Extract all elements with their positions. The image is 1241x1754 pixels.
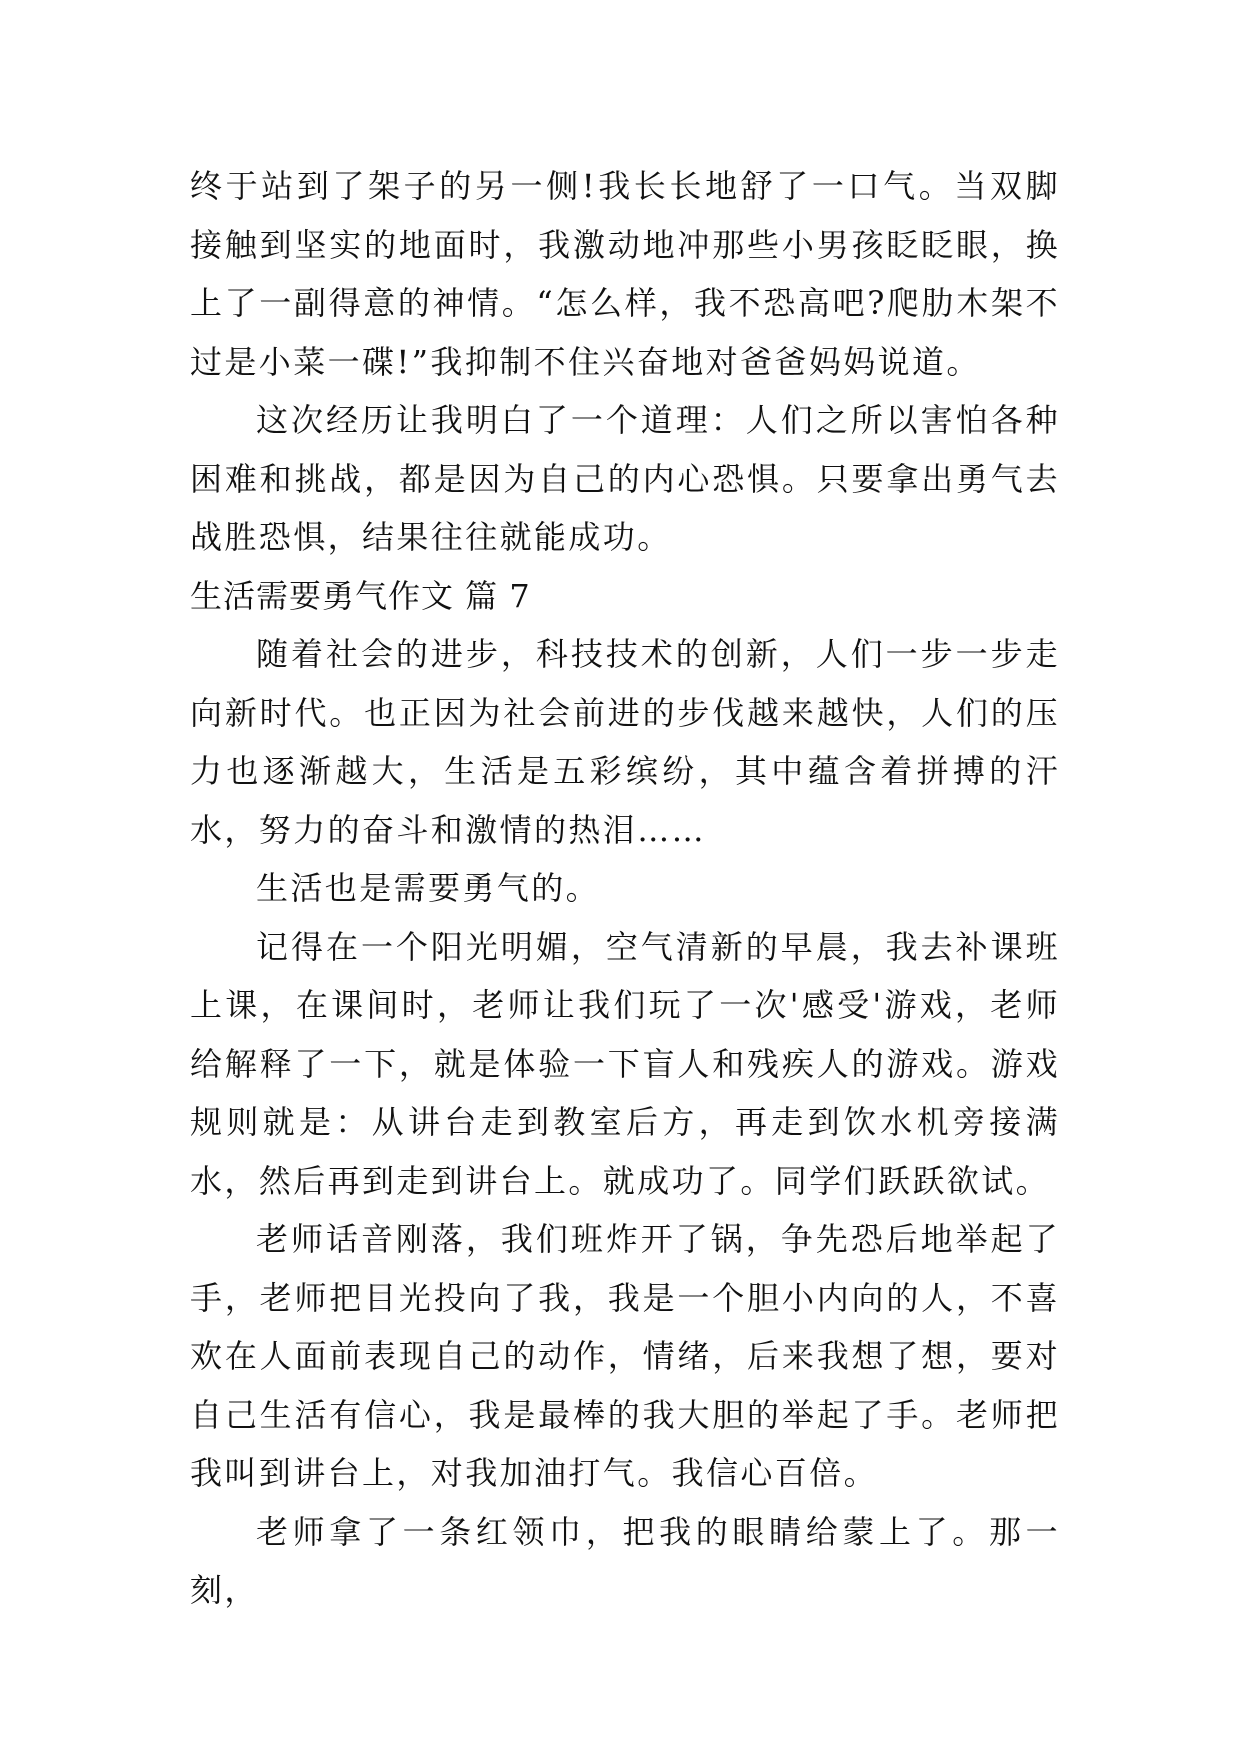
document-body — [190, 157, 1060, 1620]
paragraph: 老师拿了一条红领巾，把我的眼睛给蒙上了。那一刻， — [190, 1512, 1060, 1609]
paragraph: 生活也是需要勇气的。 — [256, 869, 601, 907]
paragraph: 终于站到了架子的另一侧!我长长地舒了一口气。当双脚接触到坚实的地面时，我激动地冲那些小男孩眨眨眼，换上了一副得意的神情。“怎么样，我不恐高吧?爬肋木架不过是小菜一碟!”我抑制不住兴奋地对爸爸妈妈说道。 — [190, 167, 1060, 381]
paragraph: 老师话音刚落，我们班炸开了锅，争先恐后地举起了手，老师把目光投向了我，我是一个胆小内向的人，不喜欢在人面前表现自己的动作，情绪，后来我想了想，要对自己生活有信心，我是最棒的我大胆的举起了手。老师把我叫到讲台上，对我加油打气。我信心百倍。 — [190, 1220, 1060, 1492]
section-heading: 生活需要勇气作文 篇 7 — [190, 576, 531, 615]
paragraph: 这次经历让我明白了一个道理：人们之所以害怕各种困难和挑战，都是因为自己的内心恐惧。只要拿出勇气去战胜恐惧，结果往往就能成功。 — [190, 401, 1060, 556]
paragraph: 随着社会的进步，科技技术的创新，人们一步一步走向新时代。也正因为社会前进的步伐越来越快，人们的压力也逐渐越大，生活是五彩缤纷，其中蕴含着拼搏的汗水，努力的奋斗和激情的热泪…… — [190, 635, 1060, 849]
paragraph: 记得在一个阳光明媚，空气清新的早晨，我去补课班上课，在课间时，老师让我们玩了一次'感受'游戏，老师给解释了一下，就是体验一下盲人和残疾人的游戏。游戏规则就是：从讲台走到教室后方，再走到饮水机旁接满水，然后再到走到讲台上。就成功了。同学们跃跃欲试。 — [190, 927, 1060, 1200]
